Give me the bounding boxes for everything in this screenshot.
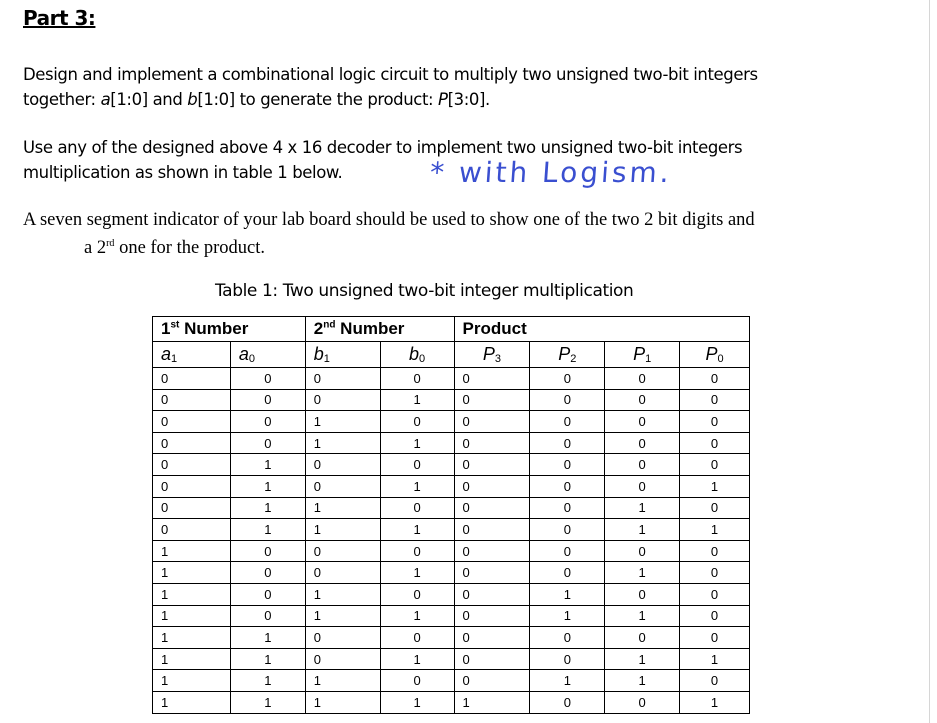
table-cell: 1 (380, 475, 454, 497)
table-cell: 1 (153, 605, 231, 627)
variable-header-row (153, 342, 750, 368)
table-cell: 0 (680, 497, 750, 519)
table-cell: 0 (680, 389, 750, 411)
table-cell: 0 (153, 432, 231, 454)
table-cell: 0 (605, 432, 680, 454)
table-cell: 0 (454, 670, 530, 692)
table-row (153, 627, 750, 649)
table-cell: 0 (380, 540, 454, 562)
table-cell: 1 (153, 627, 231, 649)
table-row (153, 411, 750, 433)
table-cell: 0 (230, 605, 305, 627)
table-cell: 1 (680, 648, 750, 670)
table-cell: 1 (605, 605, 680, 627)
table-row (153, 583, 750, 605)
second-number-header: 2nd Number (305, 317, 454, 342)
table-cell: 0 (530, 519, 605, 541)
table-cell: 1 (530, 583, 605, 605)
table-cell: 0 (305, 627, 380, 649)
table-cell: 0 (530, 691, 605, 713)
table-cell: 1 (153, 540, 231, 562)
table-cell: 0 (605, 389, 680, 411)
table-cell: 0 (380, 670, 454, 692)
intro-line-1: Design and implement a combinational logic circuit to multiply two unsigned two-bit integers (23, 65, 758, 84)
section-heading: Part 3: (23, 6, 96, 30)
table-cell: 1 (305, 432, 380, 454)
product-header: Product (454, 317, 749, 342)
table-cell: 0 (454, 475, 530, 497)
table-cell: 0 (454, 583, 530, 605)
table-cell: 0 (305, 368, 380, 390)
table-cell: 0 (380, 411, 454, 433)
table-cell: 1 (230, 670, 305, 692)
table-cell: 1 (230, 691, 305, 713)
table-cell: 0 (230, 583, 305, 605)
table-cell: 0 (153, 454, 231, 476)
var-header-p1: P1 (605, 342, 680, 368)
table-row (153, 454, 750, 476)
table-cell: 0 (605, 411, 680, 433)
table-cell: 1 (153, 648, 231, 670)
table-cell: 1 (605, 497, 680, 519)
table-cell: 0 (530, 389, 605, 411)
table-cell: 0 (380, 583, 454, 605)
table-cell: 0 (680, 454, 750, 476)
table-cell: 0 (530, 368, 605, 390)
table-cell: 1 (153, 670, 231, 692)
table-cell: 1 (380, 691, 454, 713)
table-cell: 1 (380, 562, 454, 584)
table-cell: 0 (605, 583, 680, 605)
table-cell: 1 (680, 475, 750, 497)
table-cell: 0 (605, 454, 680, 476)
var-header-b0: b0 (380, 342, 454, 368)
table-row (153, 475, 750, 497)
var-header-p3: P3 (454, 342, 530, 368)
table-row (153, 648, 750, 670)
var-header-a0: a0 (230, 342, 305, 368)
intro-paragraph (23, 62, 758, 112)
table-cell: 1 (380, 605, 454, 627)
table-row (153, 497, 750, 519)
table-row (153, 540, 750, 562)
table-cell: 1 (230, 519, 305, 541)
table-cell: 0 (454, 432, 530, 454)
table-cell: 0 (230, 389, 305, 411)
table-cell: 0 (454, 368, 530, 390)
table-cell: 0 (605, 627, 680, 649)
seven-segment-line-1: A seven segment indicator of your lab board should be used to show one of the two 2 bit digits and (23, 210, 755, 230)
table-cell: 0 (680, 411, 750, 433)
table-row (153, 670, 750, 692)
first-number-header: 1st Number (153, 317, 306, 342)
table-cell: 0 (230, 411, 305, 433)
table-row (153, 368, 750, 390)
table-cell: 1 (305, 411, 380, 433)
table-cell: 0 (530, 497, 605, 519)
table-cell: 0 (305, 540, 380, 562)
table-cell: 1 (380, 389, 454, 411)
table-row (153, 562, 750, 584)
table-cell: 0 (530, 648, 605, 670)
table-row (153, 432, 750, 454)
table-cell: 0 (454, 648, 530, 670)
table-cell: 1 (230, 475, 305, 497)
handwritten-note: * with Logism. (428, 156, 673, 189)
table-cell: 0 (605, 540, 680, 562)
var-header-p2: P2 (530, 342, 605, 368)
table-cell: 0 (454, 540, 530, 562)
table-cell: 1 (605, 648, 680, 670)
table-cell: 1 (230, 454, 305, 476)
table-cell: 1 (305, 670, 380, 692)
table-cell: 0 (454, 627, 530, 649)
table-cell: 1 (530, 670, 605, 692)
seven-segment-line-2: a 2rd one for the product. (84, 238, 265, 259)
page-edge-line (929, 0, 930, 723)
table-row (153, 605, 750, 627)
table-cell: 0 (605, 368, 680, 390)
table-cell: 0 (680, 562, 750, 584)
table-cell: 0 (530, 454, 605, 476)
table-cell: 0 (230, 432, 305, 454)
table-cell: 1 (380, 519, 454, 541)
table-cell: 0 (454, 411, 530, 433)
table-cell: 0 (530, 432, 605, 454)
table-cell: 0 (680, 432, 750, 454)
var-header-p0: P0 (680, 342, 750, 368)
table-cell: 0 (680, 627, 750, 649)
table-cell: 0 (305, 475, 380, 497)
table-cell: 0 (680, 583, 750, 605)
table-cell: 1 (153, 691, 231, 713)
table-cell: 0 (380, 497, 454, 519)
table-cell: 1 (153, 583, 231, 605)
table-cell: 1 (380, 432, 454, 454)
table-cell: 0 (305, 389, 380, 411)
table-cell: 0 (153, 497, 231, 519)
intro-line-2: together: a[1:0] and b[1:0] to generate the product: P[3:0]. (23, 90, 490, 109)
table-cell: 1 (230, 648, 305, 670)
table-cell: 0 (153, 411, 231, 433)
table-row (153, 691, 750, 713)
var-header-b1: b1 (305, 342, 380, 368)
table-cell: 0 (380, 627, 454, 649)
table-cell: 1 (305, 605, 380, 627)
table-cell: 0 (680, 368, 750, 390)
table-cell: 0 (530, 627, 605, 649)
table-row (153, 519, 750, 541)
table-cell: 1 (305, 497, 380, 519)
table-cell: 1 (605, 670, 680, 692)
table-cell: 0 (305, 648, 380, 670)
table-cell: 0 (680, 540, 750, 562)
table-cell: 0 (454, 562, 530, 584)
table-cell: 1 (230, 627, 305, 649)
table-cell: 1 (605, 562, 680, 584)
table-cell: 0 (530, 411, 605, 433)
table-cell: 1 (605, 519, 680, 541)
decoder-line-1: Use any of the designed above 4 x 16 decoder to implement two unsigned two-bit integers (23, 138, 743, 157)
table-cell: 0 (454, 454, 530, 476)
multiplication-truth-table (152, 316, 750, 714)
table-body (153, 368, 750, 714)
table-cell: 0 (380, 368, 454, 390)
table-cell: 1 (305, 583, 380, 605)
table-cell: 1 (305, 519, 380, 541)
table-cell: 0 (305, 562, 380, 584)
table-cell: 0 (153, 475, 231, 497)
table-caption: Table 1: Two unsigned two-bit integer multiplication (215, 281, 634, 301)
table-cell: 0 (454, 605, 530, 627)
table-cell: 0 (380, 454, 454, 476)
table-cell: 0 (230, 562, 305, 584)
table-cell: 1 (153, 562, 231, 584)
table-cell: 0 (153, 389, 231, 411)
table-cell: 1 (680, 519, 750, 541)
table-cell: 0 (530, 475, 605, 497)
table-cell: 0 (153, 368, 231, 390)
table-cell: 1 (305, 691, 380, 713)
table-cell: 0 (530, 540, 605, 562)
group-header-row (153, 317, 750, 342)
table-cell: 1 (680, 691, 750, 713)
table-cell: 1 (380, 648, 454, 670)
table-cell: 0 (605, 475, 680, 497)
seven-segment-paragraph (23, 208, 755, 260)
table-cell: 0 (305, 454, 380, 476)
table-cell: 0 (454, 519, 530, 541)
table-cell: 0 (230, 540, 305, 562)
decoder-line-2: multiplication as shown in table 1 below. (23, 163, 343, 182)
var-header-a1: a1 (153, 342, 231, 368)
table-cell: 0 (680, 605, 750, 627)
table-cell: 0 (230, 368, 305, 390)
table-cell: 0 (605, 691, 680, 713)
table-cell: 1 (530, 605, 605, 627)
table-cell: 1 (230, 497, 305, 519)
table-row (153, 389, 750, 411)
table-cell: 0 (454, 389, 530, 411)
table-cell: 0 (153, 519, 231, 541)
table-cell: 0 (680, 670, 750, 692)
table-cell: 0 (530, 562, 605, 584)
table-cell: 0 (454, 497, 530, 519)
table-cell: 1 (454, 691, 530, 713)
